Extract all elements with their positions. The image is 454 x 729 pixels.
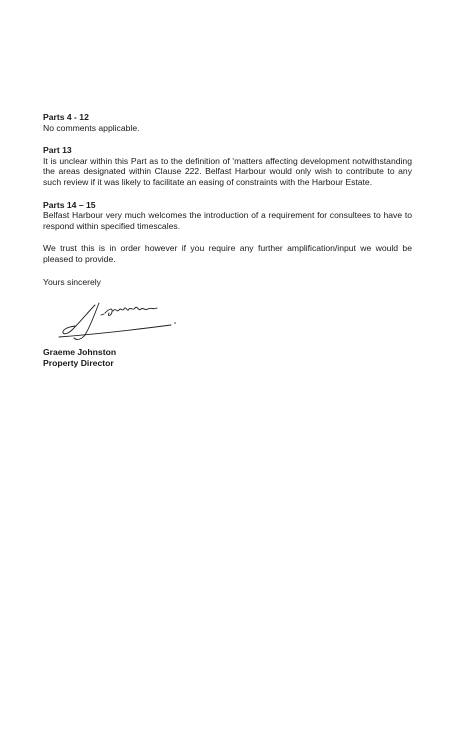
trust-paragraph-block bbox=[43, 243, 412, 264]
section-text: It is unclear within this Part as to the definition of 'matters affecting development notwithstanding the areas designated within Clause 222. Belfast Harbour would only wish to contribute to any such review if it was likely to facilitate an easing of constraints with the Harbour Estate. bbox=[43, 155, 412, 187]
trust-paragraph: We trust this is in order however if you require any further amplification/input we would be pleased to provide. bbox=[43, 243, 412, 264]
section-parts-14-15 bbox=[43, 200, 412, 232]
handwritten-signature bbox=[55, 297, 185, 345]
letter-body bbox=[43, 112, 412, 368]
section-parts-4-12 bbox=[43, 112, 412, 133]
section-heading: Part 13 bbox=[43, 145, 72, 156]
signature-icon bbox=[55, 297, 185, 345]
section-text: Belfast Harbour very much welcomes the introduction of a requirement for consultees to have to respond within specified timescales. bbox=[43, 210, 412, 231]
signer-title: Property Director bbox=[43, 357, 114, 368]
signer-block bbox=[43, 347, 412, 368]
section-part-13 bbox=[43, 145, 412, 187]
signer-name: Graeme Johnston bbox=[43, 347, 117, 358]
closing-salutation: Yours sincerely bbox=[43, 276, 101, 287]
section-text: No comments applicable. bbox=[43, 122, 140, 133]
section-heading: Parts 4 - 12 bbox=[43, 112, 89, 122]
section-heading: Parts 14 – 15 bbox=[43, 199, 96, 210]
